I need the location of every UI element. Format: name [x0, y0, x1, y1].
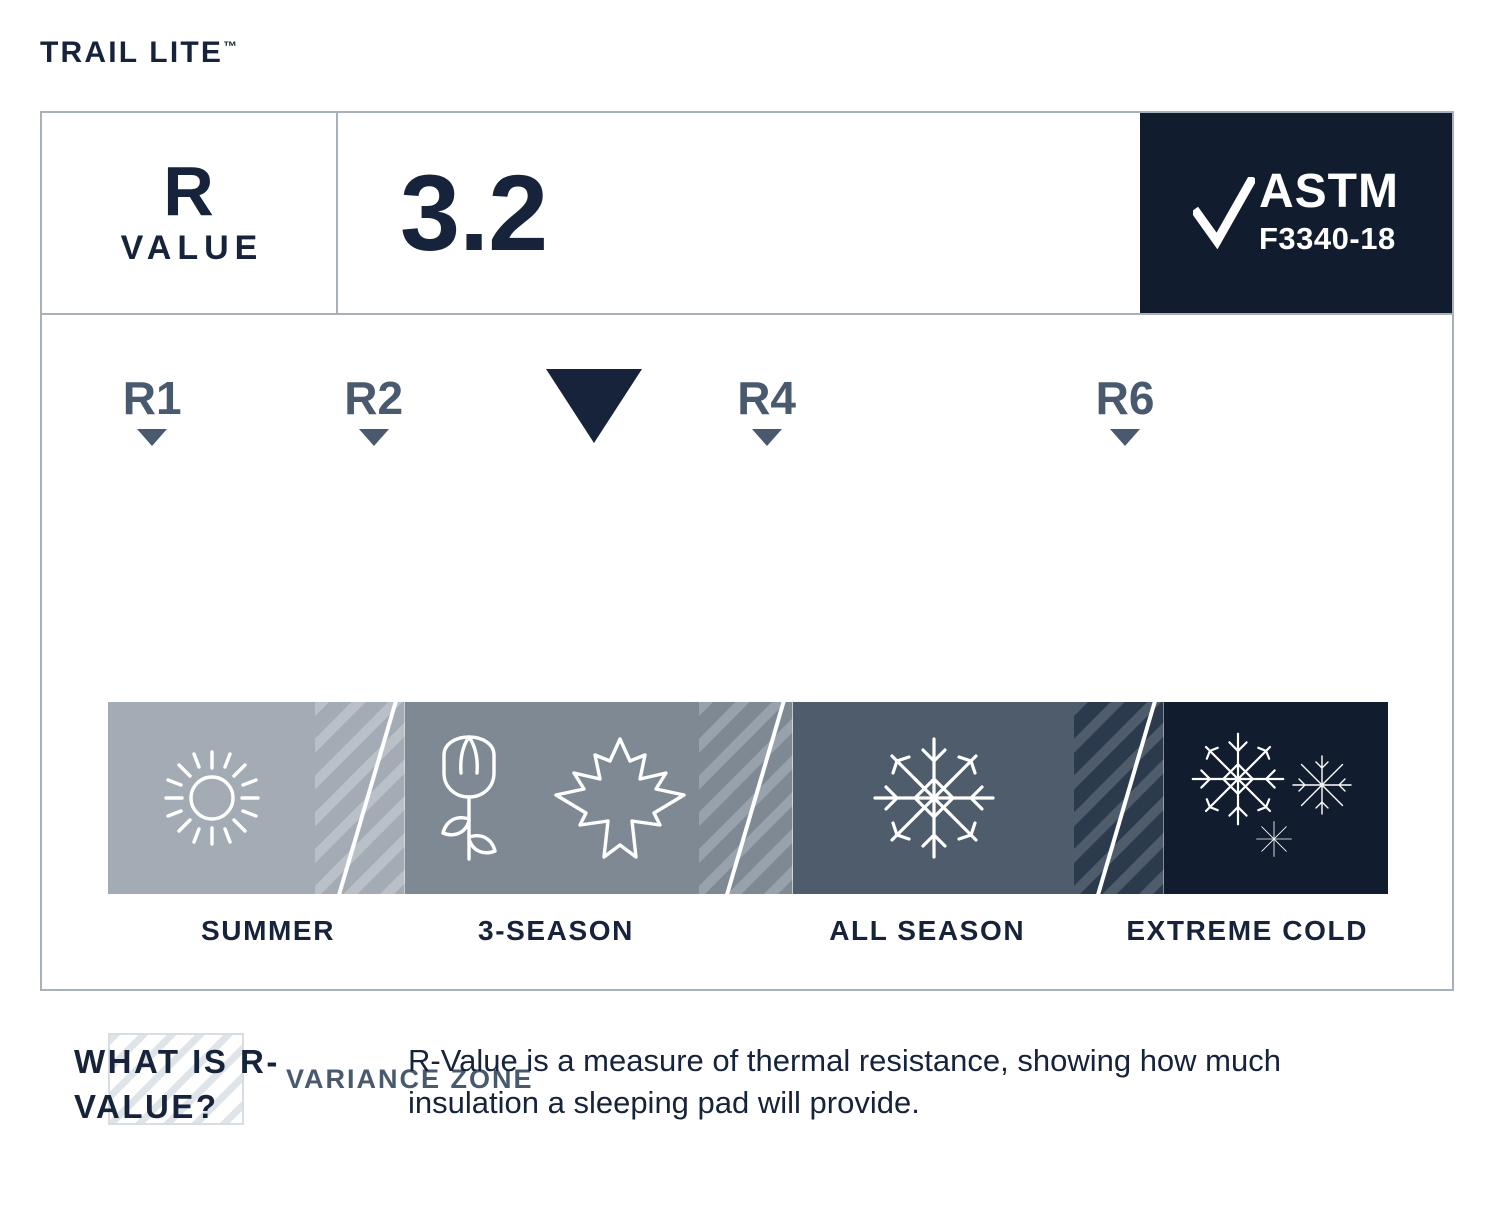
tulip-icon	[414, 733, 524, 863]
trademark-symbol: ™	[223, 38, 238, 54]
footer-explainer	[74, 1040, 1434, 1129]
r-value-number: 3.2	[400, 152, 548, 273]
maple-leaf-icon	[550, 733, 690, 863]
r-letter: R	[163, 152, 215, 231]
tick-label: R2	[344, 372, 404, 424]
segment-icon-wrap	[793, 702, 1075, 894]
segment-icon-wrap	[405, 702, 699, 894]
season-label-all-season: ALL SEASON	[829, 915, 1026, 946]
footer-title: WHAT IS R-VALUE?	[74, 1043, 280, 1125]
astm-text	[1259, 165, 1399, 257]
snowflake-icon	[871, 735, 997, 861]
tick-label: R4	[737, 372, 796, 424]
tick-r1	[122, 372, 182, 446]
r-value-display	[338, 113, 1140, 313]
segment-three-season	[405, 702, 699, 894]
hatch-pattern	[1074, 702, 1164, 894]
hatch-pattern	[699, 702, 792, 894]
hatch-pattern	[315, 702, 405, 894]
tick-r6	[1095, 372, 1155, 446]
astm-standard-name: ASTM	[1259, 165, 1399, 219]
season-label-three-season: 3-SEASON	[478, 915, 634, 946]
segment-icon-wrap	[108, 702, 315, 894]
tick-arrow-icon	[1110, 429, 1140, 446]
tick-label: R6	[1095, 372, 1155, 424]
tick-arrow-icon	[359, 429, 389, 446]
tick-arrow-icon	[137, 429, 167, 446]
tick-arrow-icon	[752, 429, 782, 446]
segment-summer	[108, 702, 315, 894]
check-icon	[1193, 177, 1255, 249]
tick-r4	[737, 372, 796, 446]
sun-icon	[156, 742, 268, 854]
segment-all-season	[793, 702, 1075, 894]
season-labels	[108, 915, 1388, 955]
astm-badge	[1140, 113, 1452, 313]
snowflakes-icon	[1176, 723, 1376, 873]
segment-all-season-variance	[1074, 702, 1164, 894]
footer-body: R-Value is a measure of thermal resistance, showing how much insulation a sleeping pad will provide.	[408, 1043, 1281, 1120]
segment-summer-variance	[315, 702, 405, 894]
season-label-extreme-cold: EXTREME COLD	[1126, 915, 1369, 946]
variance-legend-label: VARIANCE ZONE	[286, 1063, 534, 1094]
current-value-pointer-icon	[546, 369, 642, 443]
r-value-label-box	[42, 113, 338, 313]
tick-r2	[344, 372, 404, 446]
brand-name: TRAIL LITE	[40, 36, 224, 69]
brand-title	[40, 36, 237, 70]
segment-extreme-cold	[1164, 702, 1388, 894]
segment-icon-wrap	[1164, 702, 1388, 894]
scale-ticks	[108, 372, 1388, 475]
value-word: VALUE	[120, 228, 264, 267]
card-header	[42, 113, 1452, 313]
tick-label: R1	[122, 372, 182, 424]
segment-three-season-variance	[699, 702, 792, 894]
season-bar	[108, 702, 1388, 894]
season-label-summer: SUMMER	[200, 915, 336, 946]
astm-standard-number: F3340-18	[1259, 221, 1396, 257]
